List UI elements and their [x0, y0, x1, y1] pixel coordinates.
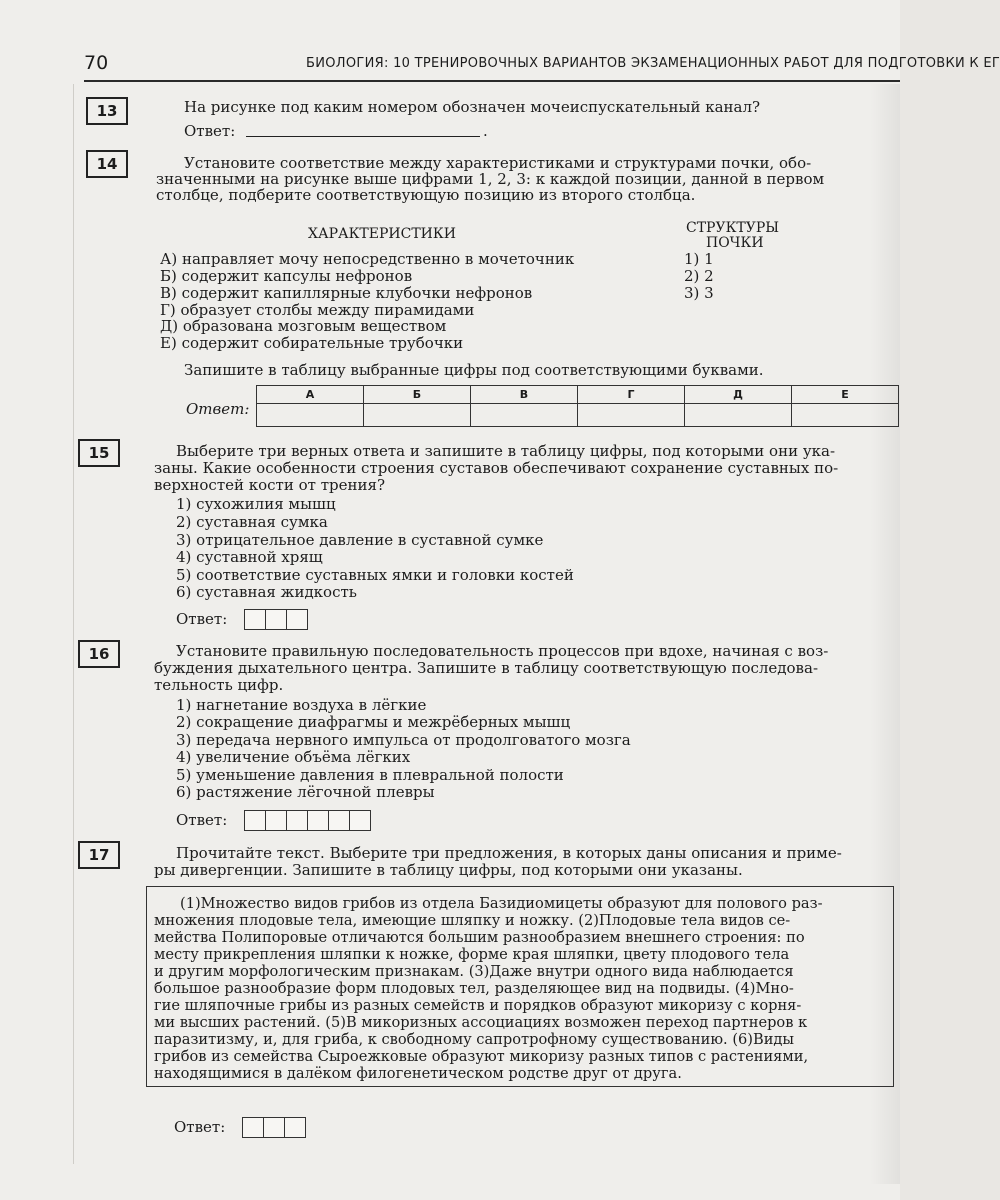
answer-table-letter-a: А	[257, 386, 364, 404]
question-15-text-line-1: Выберите три верных ответа и запишите в таблицу цифры, под которыми они ука-	[176, 442, 836, 460]
answer-cell[interactable]	[242, 1117, 264, 1138]
question-13-answer-label: Ответ:	[184, 122, 236, 140]
answer-cell[interactable]	[265, 810, 287, 831]
question-13-answer-field[interactable]	[246, 136, 480, 137]
structure-2: 2) 2	[684, 267, 714, 285]
structures-column-header-line-2: ПОЧКИ	[706, 235, 764, 251]
passage-line-8: ми высших растений. (5)В микоризных ассоциациях возможен переход партнеров к	[154, 1014, 808, 1031]
question-16-option-4: 4) увеличение объёма лёгких	[176, 748, 411, 766]
question-14-text-line-3: столбце, подберите соответствующую позицию из второго столбца.	[156, 186, 696, 204]
answer-table-letter-b: Б	[364, 386, 471, 404]
header-rule	[84, 80, 900, 82]
question-16-option-1: 1) нагнетание воздуха в лёгкие	[176, 696, 427, 714]
answer-cell-b[interactable]	[364, 404, 471, 427]
question-17-answer-label: Ответ:	[174, 1118, 226, 1136]
passage-line-9: паразитизму, и, для гриба, к свободному сапротрофному существованию. (6)Виды	[154, 1031, 795, 1048]
question-13-text: На рисунке под каким номером обозначен мочеиспускательный канал?	[184, 98, 761, 116]
question-15-option-5: 5) соответствие суставных ямки и головки костей	[176, 566, 574, 584]
answer-table-letter-d: Д	[685, 386, 792, 404]
question-16-option-3: 3) передача нервного импульса от продолговатого мозга	[176, 731, 631, 749]
question-16-number: 16	[78, 640, 120, 668]
answer-cell[interactable]	[307, 810, 329, 831]
page-margin-line	[73, 84, 74, 1164]
answer-table-letter-g: Г	[578, 386, 685, 404]
answer-cell-d[interactable]	[685, 404, 792, 427]
question-15-option-6: 6) суставная жидкость	[176, 583, 357, 601]
question-14-answer-label: Ответ:	[186, 400, 250, 418]
answer-cell-v[interactable]	[471, 404, 578, 427]
answer-cell-a[interactable]	[257, 404, 364, 427]
question-14-number: 14	[86, 150, 128, 178]
characteristics-column-header: ХАРАКТЕРИСТИКИ	[308, 226, 456, 242]
answer-table-header-row	[257, 386, 899, 404]
passage-line-1: (1)Множество видов грибов из отдела Базидиомицеты образуют для полового раз-	[180, 895, 823, 912]
question-17-number: 17	[78, 841, 120, 869]
answer-table-input-row	[257, 404, 899, 427]
question-15-text-line-2: заны. Какие особенности строения суставов обеспечивают сохранение суставных по-	[154, 459, 839, 477]
characteristic-b: Б) содержит капсулы нефронов	[160, 267, 413, 285]
question-16-option-2: 2) сокращение диафрагмы и межрёберных мышц	[176, 713, 571, 731]
question-15-answer-label: Ответ:	[176, 610, 228, 628]
characteristic-e: Е) содержит собирательные трубочки	[160, 334, 464, 352]
question-14-table-instruction: Запишите в таблицу выбранные цифры под соответствующими буквами.	[184, 361, 764, 379]
passage-line-7: гие шляпочные грибы из разных семейств и порядков образуют микоризу с корня-	[154, 997, 802, 1014]
answer-cell[interactable]	[328, 810, 350, 831]
answer-cell-g[interactable]	[578, 404, 685, 427]
question-15-option-3: 3) отрицательное давление в суставной сумке	[176, 531, 544, 549]
question-13-answer-period: .	[483, 122, 488, 140]
question-16-option-6: 6) растяжение лёгочной плевры	[176, 783, 435, 801]
question-15-option-2: 2) суставная сумка	[176, 513, 328, 531]
passage-line-5: и другим морфологическим признакам. (3)Даже внутри одного вида наблюдается	[154, 963, 794, 980]
passage-line-11: находящимися в далёком филогенетическом родстве друг от друга.	[154, 1065, 682, 1082]
question-15-text-line-3: верхностей кости от трения?	[154, 476, 385, 494]
running-header: БИОЛОГИЯ: 10 ТРЕНИРОВОЧНЫХ ВАРИАНТОВ ЭКЗАМЕНАЦИОННЫХ РАБОТ ДЛЯ ПОДГОТОВКИ К ЕГ	[306, 56, 1000, 71]
answer-cell[interactable]	[244, 810, 266, 831]
characteristic-a: А) направляет мочу непосредственно в мочеточник	[160, 250, 575, 268]
question-14-answer-table	[256, 385, 899, 427]
question-16-answer-cells	[245, 810, 371, 831]
passage-line-10: грибов из семейства Сыроежковые образуют микоризу разных типов с растениями,	[154, 1048, 809, 1065]
answer-cell[interactable]	[286, 810, 308, 831]
passage-line-4: месту прикрепления шляпки к ножке, форме края шляпки, цвету плодового тела	[154, 946, 790, 963]
answer-table-letter-v: В	[471, 386, 578, 404]
question-16-option-5: 5) уменьшение давления в плевральной полости	[176, 766, 564, 784]
characteristic-g: Г) образует столбы между пирамидами	[160, 301, 475, 319]
question-14-text-line-1: Установите соответствие между характеристиками и структурами почки, обо-	[184, 154, 812, 172]
answer-cell[interactable]	[284, 1117, 306, 1138]
answer-cell-e[interactable]	[792, 404, 899, 427]
answer-cell[interactable]	[244, 609, 266, 630]
question-17-text-line-2: ры дивергенции. Запишите в таблицу цифры, под которыми они указаны.	[154, 861, 743, 879]
characteristic-v: В) содержит капиллярные клубочки нефронов	[160, 284, 533, 302]
answer-cell[interactable]	[263, 1117, 285, 1138]
question-15-answer-cells	[245, 609, 308, 630]
characteristic-d: Д) образована мозговым веществом	[160, 317, 447, 335]
structure-1: 1) 1	[684, 250, 714, 268]
question-16-text-line-1: Установите правильную последовательность процессов при вдохе, начиная с воз-	[176, 642, 829, 660]
question-15-option-1: 1) сухожилия мышц	[176, 495, 336, 513]
question-17-text-line-1: Прочитайте текст. Выберите три предложения, в которых даны описания и приме-	[176, 844, 842, 862]
answer-table-letter-e: Е	[792, 386, 899, 404]
question-16-text-line-2: буждения дыхательного центра. Запишите в таблицу соответствующую последова-	[154, 659, 819, 677]
answer-cell[interactable]	[349, 810, 371, 831]
question-15-number: 15	[78, 439, 120, 467]
question-15-option-4: 4) суставной хрящ	[176, 548, 323, 566]
passage-line-6: большое разнообразие форм плодовых тел, разделяющее вид на подвиды. (4)Мно-	[154, 980, 794, 997]
question-16-answer-label: Ответ:	[176, 811, 228, 829]
question-16-text-line-3: тельность цифр.	[154, 676, 284, 694]
question-13-number: 13	[86, 97, 128, 125]
structures-column-header-line-1: СТРУКТУРЫ	[686, 220, 780, 236]
passage-line-2: множения плодовые тела, имеющие шляпку и ножку. (2)Плодовые тела видов се-	[154, 912, 791, 929]
question-17-answer-cells	[243, 1117, 306, 1138]
page-number: 70	[84, 52, 109, 74]
passage-line-3: мейства Полипоровые отличаются большим разнообразием внешнего строения: по	[154, 929, 805, 946]
question-14-text-line-2: значенными на рисунке выше цифрами 1, 2, 3: к каждой позиции, данной в первом	[156, 170, 825, 188]
answer-cell[interactable]	[286, 609, 308, 630]
structure-3: 3) 3	[684, 284, 714, 302]
answer-cell[interactable]	[265, 609, 287, 630]
